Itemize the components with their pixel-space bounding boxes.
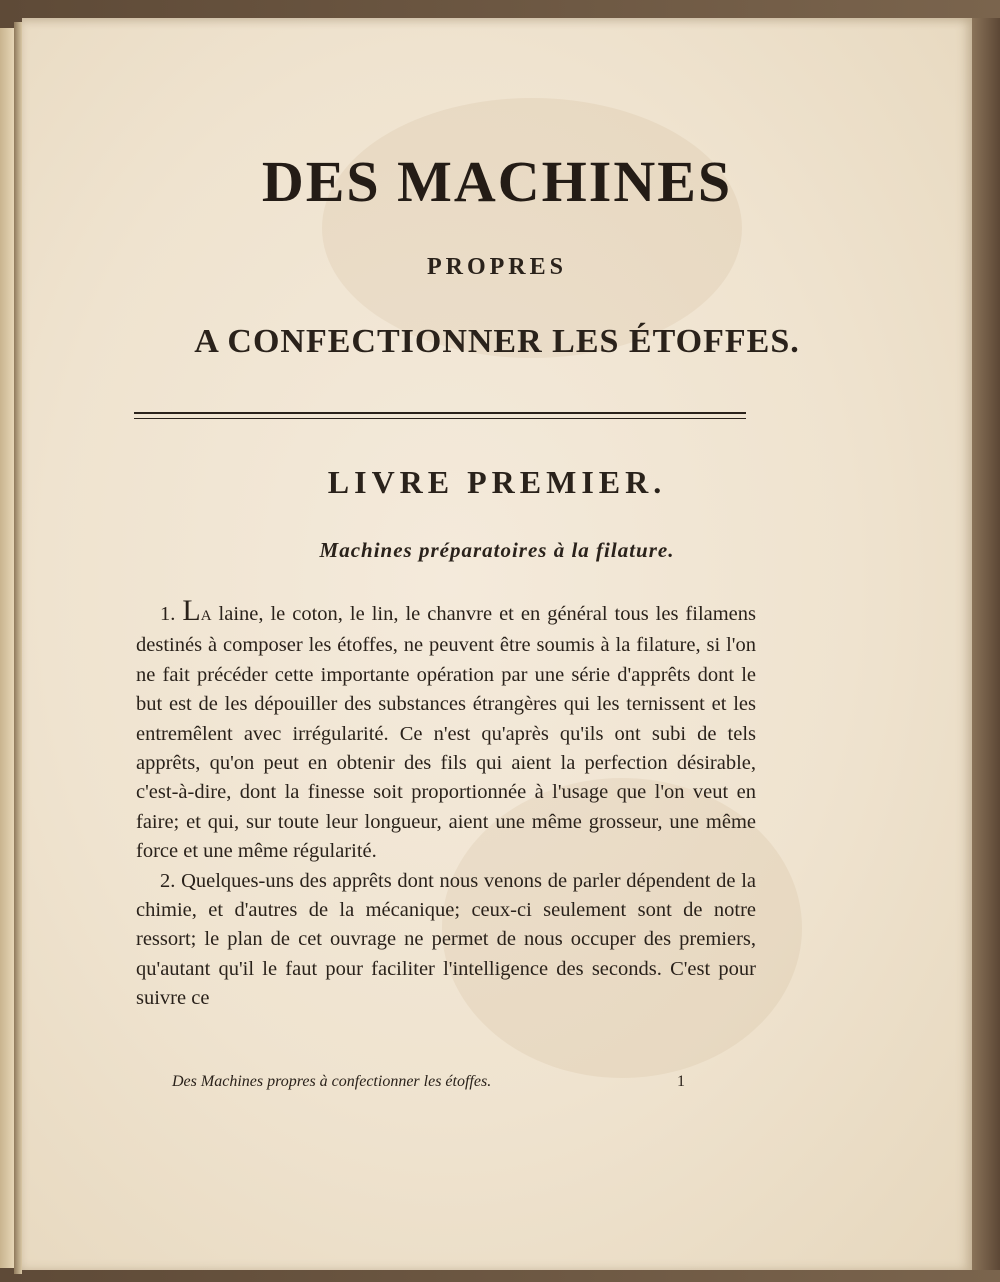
paragraph-1 [136, 594, 757, 867]
paragraph-2 [136, 867, 756, 1014]
footer-signature: Des Machines propres à confectionner les étoffes. [172, 1073, 492, 1090]
section-heading: Machines préparatoires à la filature. [319, 538, 675, 562]
right-page-edge [972, 18, 1000, 1270]
footer-signature-number: 1 [677, 1073, 685, 1090]
book-heading: LIVRE PREMIER. [327, 464, 667, 500]
paragraph-number: 2. [160, 869, 176, 892]
small-cap: A [200, 608, 212, 624]
page-subtitle: PROPRES [426, 254, 567, 280]
book-gutter [14, 22, 22, 1274]
title-divider [134, 412, 746, 419]
page-subtitle-line: A CONFECTIONNER LES ÉTOFFES. [194, 323, 800, 360]
paragraph-text: Quelques-uns des apprêts dont nous venons de parler dépendent de la chimie, et d'autres de la mécanique; ceux-ci seulement sont de notre ressort; le plan de cet ouvrage ne permet de nous occuper des premiers, qu'autant qu'il le faut pour faciliter l'intelligence des seconds. C'est pour suivre ce [136, 869, 756, 1010]
paragraph-number: 1. [160, 603, 176, 625]
left-page-edge [0, 28, 15, 1268]
body-text [136, 594, 757, 1014]
paper-stain [322, 98, 742, 358]
drop-cap: L [182, 594, 201, 627]
book-page [22, 18, 972, 1270]
page-title: DES MACHINES [261, 149, 733, 214]
paragraph-text: laine, le coton, le lin, le chanvre et en général tous les filamens destinés à composer les étoffes, ne peuvent être soumis à la filature, si l'on ne fait précéder cette importante opération par une série d'apprêts dont le but est de les dépouiller des substances étrangères qui les ternissent et les entremêlent avec irrégularité. Ce n'est qu'après qu'ils ont subi de tels apprêts, qu'on peut en obtenir des fils qui aient la perfection désirable, c'est-à-dire, dont la finesse soit proportionnée à l'usage que l'on veut en faire; et qui, sur toute leur longueur, aient une même grosseur, une même force et une même régularité. [136, 603, 757, 863]
